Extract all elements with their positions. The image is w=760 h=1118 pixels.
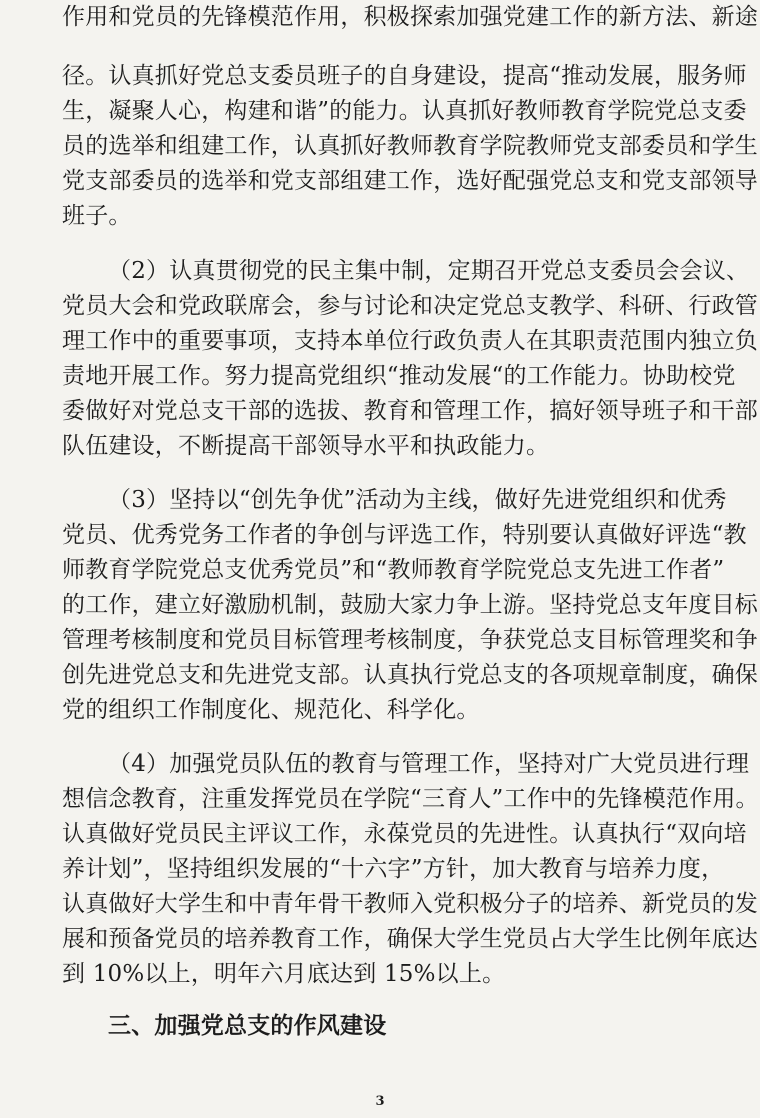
paragraph-3-line-3: 师教育学院党总支优秀党员”和“教师教育学院党总支先进工作者” [62, 557, 725, 583]
paragraph-4-line-3: 认真做好党员民主评议工作，永葆党员的先进性。认真执行“双向培 [62, 821, 747, 847]
paragraph-1-line-4: 员的选举和组建工作，认真抓好教师教育学院教师党支部委员和学生 [62, 133, 758, 159]
paragraph-1-line-5: 党支部委员的选举和党支部组建工作，选好配强党总支和党支部领导 [62, 168, 758, 194]
section-heading: 三、加强党总支的作风建设 [108, 1012, 387, 1039]
paragraph-4-line-5: 认真做好大学生和中青年骨干教师入党积极分子的培养、新党员的发 [62, 891, 758, 917]
paragraph-2-line-2: 党员大会和党政联席会，参与讨论和决定党总支教学、科研、行政管 [62, 293, 758, 319]
paragraph-3-line-1: （3）坚持以“创先争优”活动为主线，做好先进党组织和优秀 [108, 487, 727, 513]
paragraph-1-line-2: 径。认真抓好党总支委员班子的自身建设，提高“推动发展，服务师 [62, 63, 747, 89]
paragraph-1-line-3: 生，凝聚人心，构建和谐”的能力。认真抓好教师教育学院党总支委 [62, 98, 747, 124]
paragraph-3-line-6: 创先进党总支和先进党支部。认真执行党总支的各项规章制度，确保 [62, 662, 758, 688]
paragraph-2-line-3: 理工作中的重要事项，支持本单位行政负责人在其职责范围内独立负 [62, 328, 758, 354]
page-number: 3 [375, 1094, 385, 1109]
paragraph-2-line-4: 责地开展工作。努力提高党组织“推动发展“的工作能力。协助校党 [62, 363, 736, 389]
paragraph-4-line-6: 展和预备党员的培养教育工作，确保大学生党员占大学生比例年底达 [62, 926, 758, 952]
paragraph-3-line-7: 党的组织工作制度化、规范化、科学化。 [62, 697, 480, 723]
paragraph-2-line-6: 队伍建设，不断提高干部领导水平和执政能力。 [62, 433, 550, 459]
paragraph-4-line-2: 想信念教育，注重发挥党员在学院“三育人”工作中的先锋模范作用。 [62, 786, 759, 812]
paragraph-4-line-1: （4）加强党员队伍的教育与管理工作，坚持对广大党员进行理 [108, 751, 750, 777]
paragraph-3-line-2: 党员、优秀党务工作者的争创与评选工作，特别要认真做好评选“教 [62, 522, 747, 548]
paragraph-4-line-4: 养计划”，坚持组织发展的“十六字”方针，加大教育与培养力度， [62, 856, 725, 882]
paragraph-3-line-4: 的工作，建立好激励机制，鼓励大家力争上游。坚持党总支年度目标 [62, 592, 758, 618]
paragraph-2-line-5: 委做好对党总支干部的选拔、教育和管理工作，搞好领导班子和干部 [62, 398, 758, 424]
paragraph-1-line-1: 作用和党员的先锋模范作用，积极探索加强党建工作的新方法、新途 [62, 4, 758, 30]
paragraph-1-line-6: 班子。 [62, 203, 132, 229]
paragraph-4-line-7: 到 10%以上，明年六月底达到 15%以上。 [62, 961, 506, 987]
paragraph-3-line-5: 管理考核制度和党员目标管理考核制度，争获党总支目标管理奖和争 [62, 627, 758, 653]
paragraph-2-line-1: （2）认真贯彻党的民主集中制，定期召开党总支委员会会议、 [108, 258, 750, 284]
